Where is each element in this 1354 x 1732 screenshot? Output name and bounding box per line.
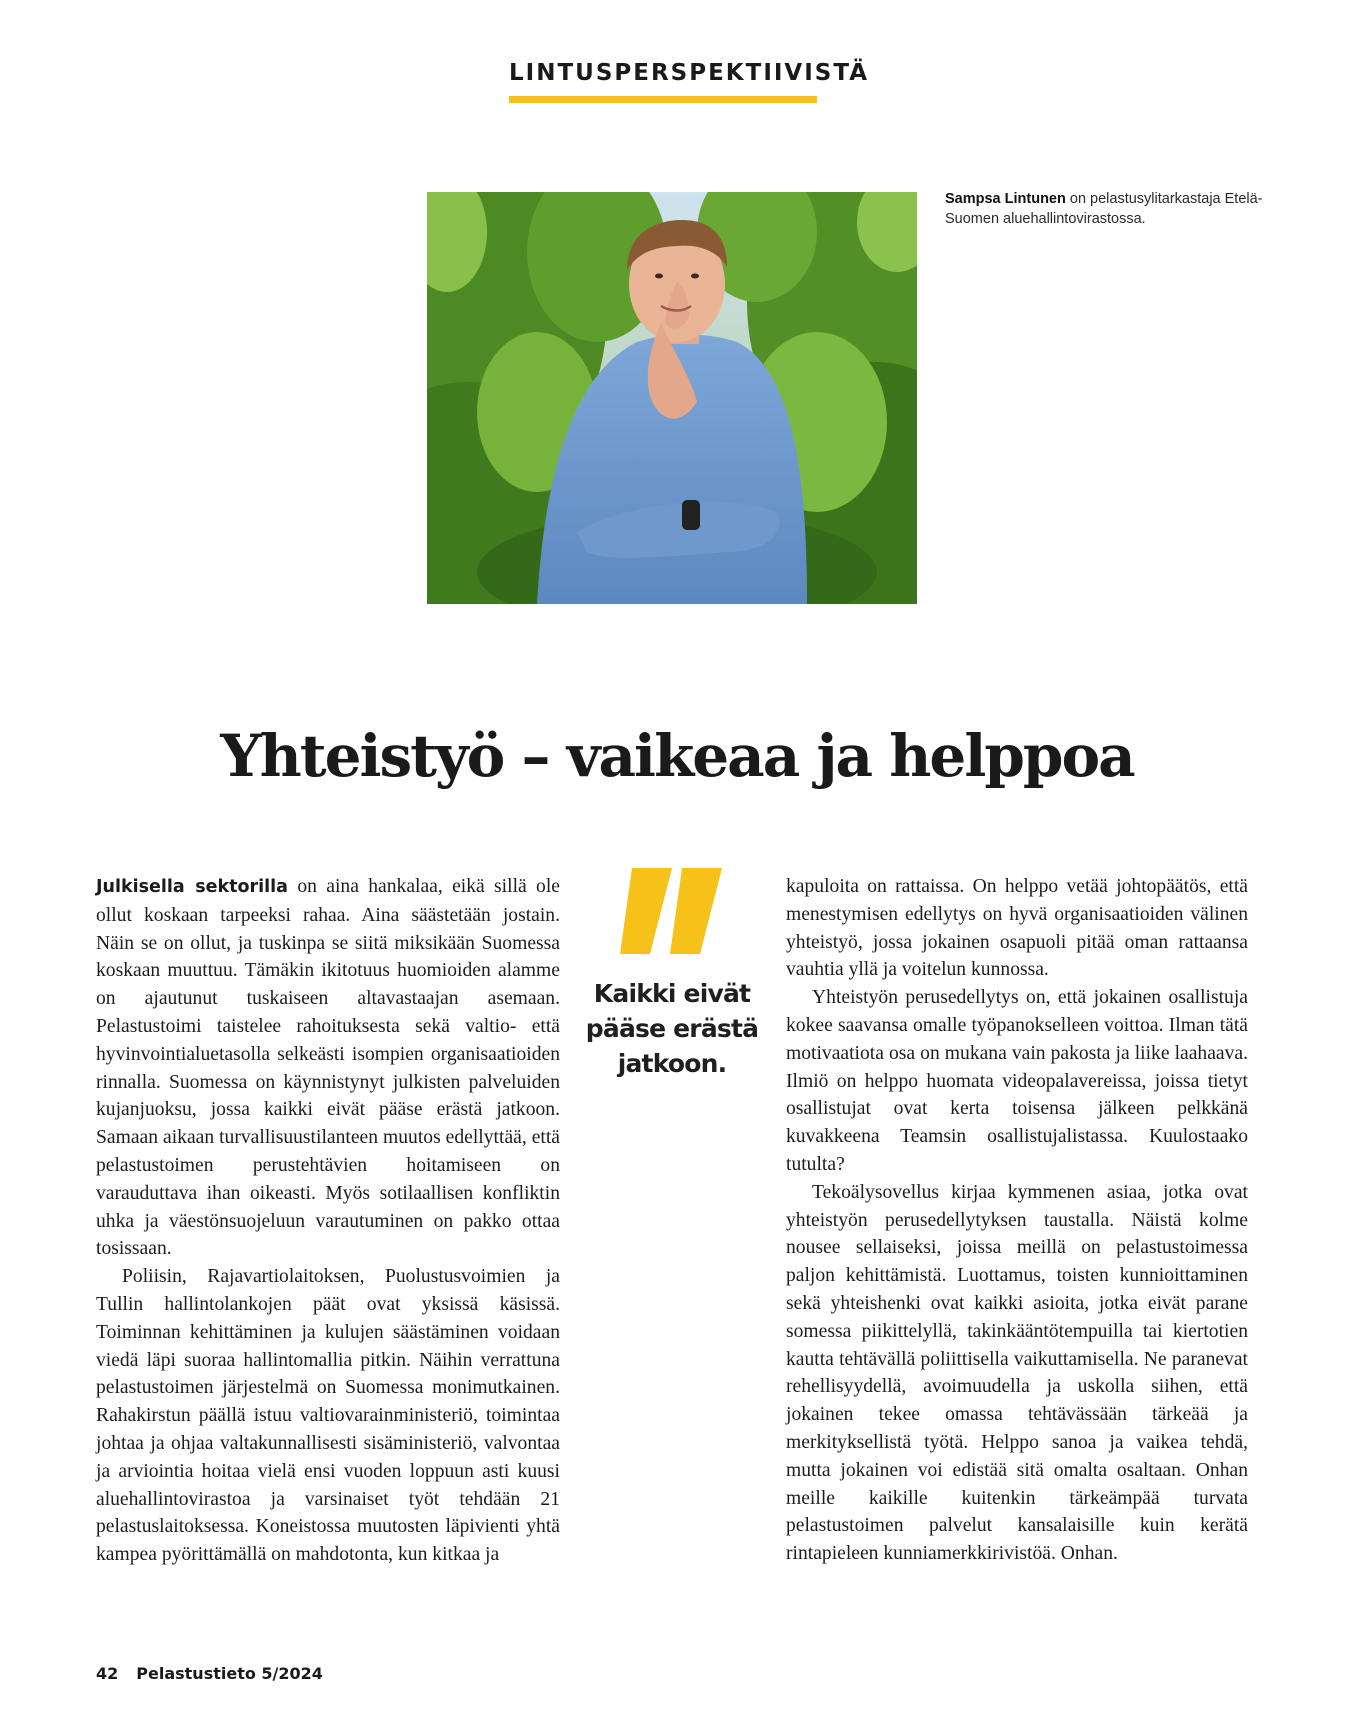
article-headline: Yhteistyö – vaikeaa ja helppoa bbox=[220, 722, 1134, 790]
photo-caption bbox=[945, 189, 1275, 229]
publication-name: Pelastustieto 5/2024 bbox=[136, 1664, 323, 1683]
paragraph-4: Yhteistyön perusedellytys on, että jokainen osallistuja kokee saavansa omalle työpanokselleen voittoa. Ilman tätä motivaatiota osa on mukana vain pakosta ja liike laahaava. Ilmiö on helppo huomata videopalavereissa, joissa tietyt osallistujat ovat kerta toisensa jälkeen pelkkänä kuvakkeena Teamsin osallistujalistassa. Kuulostaako tutulta? bbox=[786, 987, 1248, 1175]
quote-mark-icon bbox=[620, 868, 730, 958]
portrait-photo bbox=[427, 192, 917, 604]
caption-name: Sampsa Lintunen bbox=[945, 191, 1066, 207]
pull-quote: Kaikki eivät pääse erästä jatkoon. bbox=[585, 979, 759, 1078]
article-column-right bbox=[786, 873, 1248, 1568]
paragraph-2: Poliisin, Rajavartiolaitoksen, Puolustusvoimien ja Tullin hallintolankojen päät ovat yksissä käsissä. Toiminnan kehittäminen ja kulujen säästäminen voidaan viedä läpi suoraa hallintomallia pitkin. Näihin verrattuna pelastustoimen järjestelmä on Suomessa monimutkainen. Rahakirstun päällä istuu valtiovarainministeriö, toimintaa johtaa ja ohjaa valtakunnallisesti sisäministeriö, valvontaa ja arviointia hoitaa vielä ensi vuoden loppuun asti kuusi aluehallintovirastoa ja varsinaiset työt tehdään 21 pelastuslaitoksessa. Koneistossa muutosten läpivienti yhtä kampea pyörittämällä on mahdotonta, kun kitkaa ja bbox=[96, 1266, 560, 1566]
caption-text: on pelastusylitarkastaja Etelä-Suomen aluehallintovirastossa. bbox=[945, 191, 1263, 227]
section-underline bbox=[509, 96, 817, 103]
article-column-left bbox=[96, 873, 560, 1569]
section-label: LINTUSPERSPEKTIIVISTÄ bbox=[509, 60, 870, 86]
paragraph-1 bbox=[96, 873, 560, 1263]
paragraph-5: Tekoälysovellus kirjaa kymmenen asiaa, jotka ovat yhteistyön perusedellytyksen taustalla. Näistä kolme nousee sellaiseksi, joissa meillä on pelastustoimessa paljon kehittämistä. Luottamus, toisten kunnioittaminen sekä yhteishenki ovat kaikki asioita, jotka eivät parane somessa piikittelyllä, takinkääntötempuilla tai kiertotien kautta tehtävällä poliittisella vaikuttamisella. Ne paranevat rehellisyydellä, avoimuudella ja uskolla siihen, että jokainen tekee omassa tehtävässään tärkeää ja merkityksellistä työtä. Helppo sanoa ja vaikea tehdä, mutta jokainen voi edistää sitä omalta osaltaan. Onhan meille kaikille kuitenkin tärkeämpää turvata pelastustoimen palvelut kansalaisille kuin kerätä rintapieleen kunniamerkkirivistöä. Onhan. bbox=[786, 1181, 1248, 1565]
page-number: 42 bbox=[96, 1664, 119, 1683]
page-footer bbox=[96, 1664, 323, 1683]
lead-bold: Julkisella sektorilla bbox=[96, 877, 288, 897]
paragraph-1-text: on aina hankalaa, eikä sillä ole ollut koskaan tarpeeksi rahaa. Aina säästetään jostain. Näin se on ollut, ja tuskinpa se siitä miksikään Suomessa koskaan muuttuu. Tämäkin ikitotuus huomioiden alamme on ajautunut tuskaiseen altavastaajan asemaan. Pelastustoimi taistelee rahoituksesta sekä valtio- että hyvinvointialuetasolla selkeästi isompien organisaatioiden rinnalla. Suomessa on käynnistynyt julkisten palveluiden kujanjuoksu, jossa kaikki eivät pääse erästä jatkoon. Samaan aikaan turvallisuustilanteen muutos edellyttää, että pelastustoimen perustehtävien hoitamiseen on varauduttava ihan oikeasti. Myös sotilaallisen konfliktin uhka ja väestönsuojeluun varautuminen on pakko ottaa tosissaan. bbox=[96, 876, 560, 1260]
paragraph-3: kapuloita on rattaissa. On helppo vetää johtopäätös, että menestymisen edellytys on hyvä organisaatioiden välinen yhteistyö, jossa jokainen osapuoli pitää oman rattaansa vauhtia yllä ja voitelun kunnossa. bbox=[786, 876, 1248, 981]
